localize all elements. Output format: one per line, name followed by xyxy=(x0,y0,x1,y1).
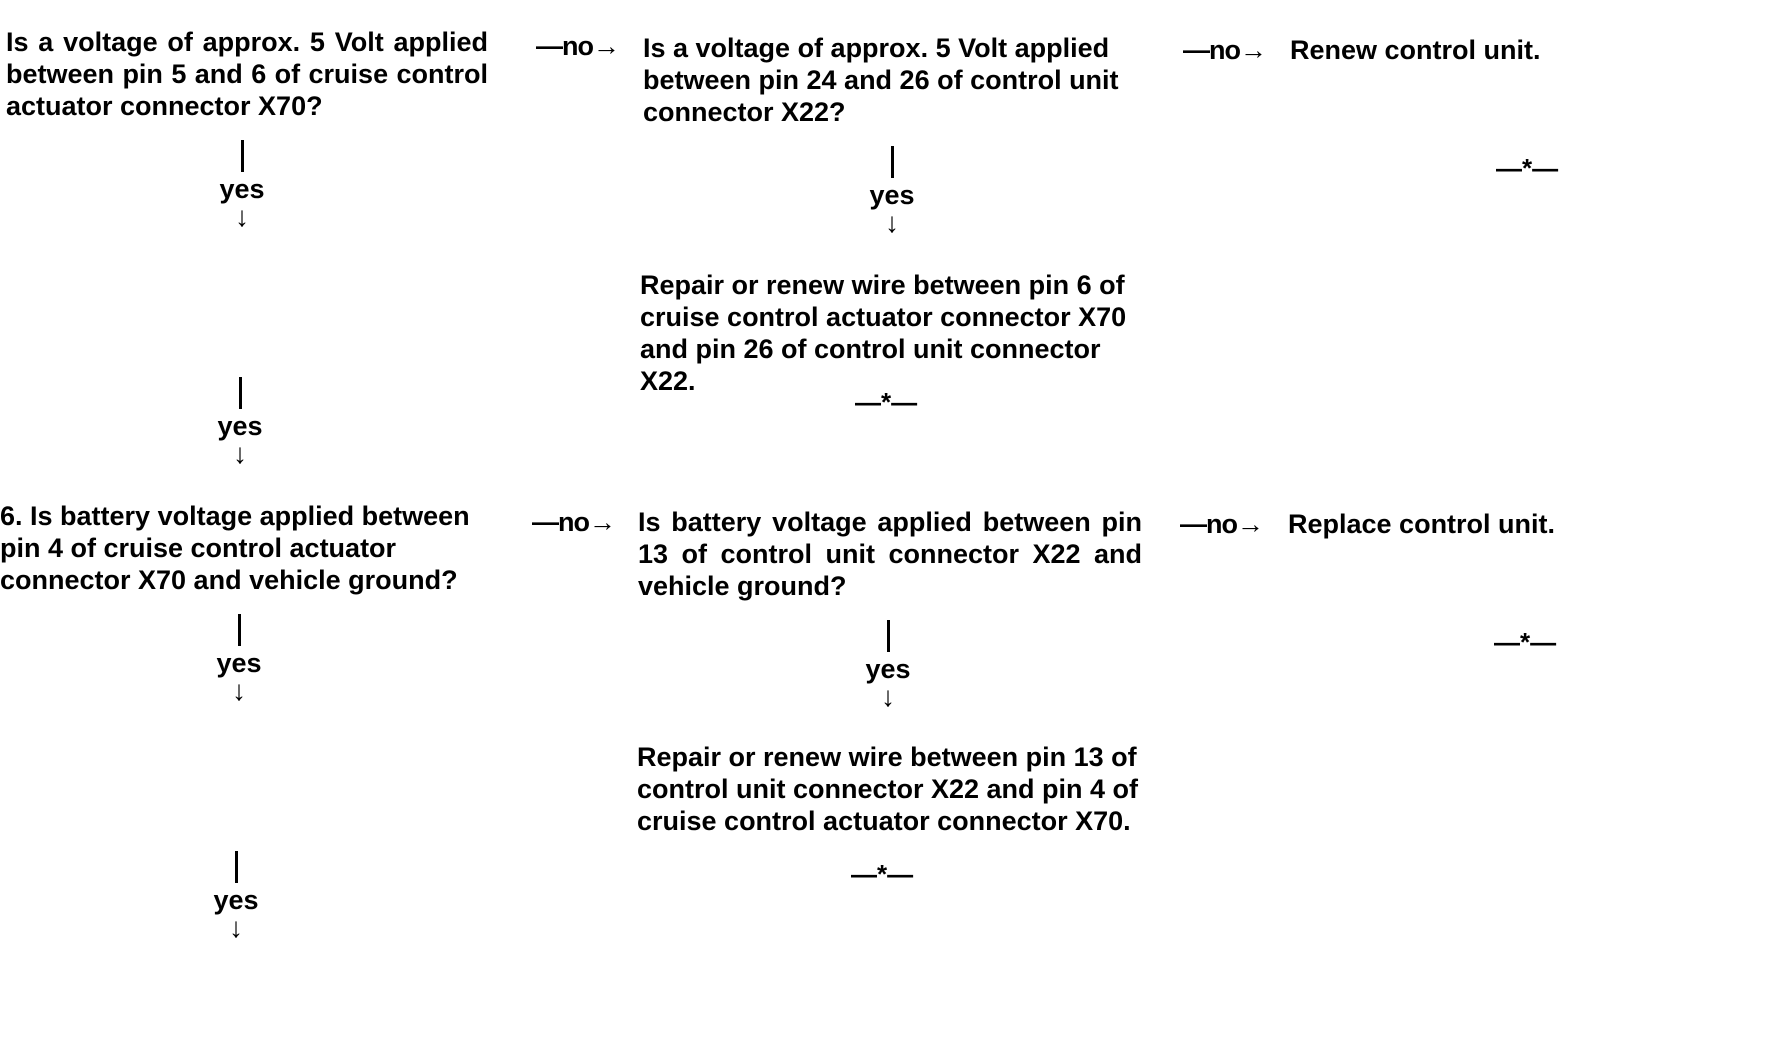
step6-no-no-arrow: —no→ xyxy=(1180,509,1263,539)
step6-question: 6. Is battery voltage applied between pin 4 of cruise control actuator connector X70 and vehicle ground? xyxy=(0,501,470,595)
step6-no-question: Is battery voltage applied between pin 13 of control unit connector X22 and vehicle ground? xyxy=(638,507,1142,601)
connector-line xyxy=(887,620,890,652)
step6-yes-connector-1 xyxy=(209,614,269,704)
connector-line xyxy=(891,146,894,178)
yes-label: yes xyxy=(869,180,915,210)
connector-line xyxy=(238,614,241,646)
step5-end-marker-right: —*— xyxy=(1496,153,1559,183)
step5-no-no-arrow: —no→ xyxy=(1183,35,1266,65)
step6-end-marker-right: —*— xyxy=(1494,627,1557,657)
yes-label: yes xyxy=(213,885,259,915)
step5-no-arrow: —no→ xyxy=(536,31,619,61)
down-arrow-icon: ↓ xyxy=(232,675,246,706)
step5-no-question: Is a voltage of approx. 5 Volt applied between pin 24 and 26 of control unit connector X22? xyxy=(643,33,1119,127)
down-arrow-icon: ↓ xyxy=(235,201,249,232)
down-arrow-icon: ↓ xyxy=(881,681,895,712)
step6-no-yes-connector xyxy=(858,620,918,710)
step5-renew-control-unit: Renew control unit. xyxy=(1290,35,1541,65)
step5-repair-wire-action: Repair or renew wire between pin 6 of cruise control actuator connector X70 and pin 26 of control unit connector X22. xyxy=(640,270,1127,396)
yes-label: yes xyxy=(865,654,911,684)
step5-yes-connector-1 xyxy=(212,140,272,230)
connector-line xyxy=(239,377,242,409)
yes-label: yes xyxy=(216,648,262,678)
down-arrow-icon: ↓ xyxy=(885,207,899,238)
step5-question: Is a voltage of approx. 5 Volt applied between pin 5 and 6 of cruise control actuator connector X70? xyxy=(6,27,488,121)
step5-yes-connector-2 xyxy=(210,377,270,467)
step6-end-marker-center: —*— xyxy=(851,859,914,889)
step5-no-yes-connector xyxy=(862,146,922,236)
step6-no-arrow: —no→ xyxy=(532,507,615,537)
down-arrow-icon: ↓ xyxy=(233,438,247,469)
step5-end-marker-center: —*— xyxy=(855,387,918,417)
step6-repair-wire-action: Repair or renew wire between pin 13 of control unit connector X22 and pin 4 of cruise control actuator connector X70. xyxy=(637,742,1139,836)
step6-yes-connector-2 xyxy=(206,851,266,941)
step6-replace-control-unit: Replace control unit. xyxy=(1288,509,1556,539)
connector-line xyxy=(241,140,244,172)
yes-label: yes xyxy=(219,174,265,204)
yes-label: yes xyxy=(217,411,263,441)
down-arrow-icon: ↓ xyxy=(229,912,243,943)
connector-line xyxy=(235,851,238,883)
